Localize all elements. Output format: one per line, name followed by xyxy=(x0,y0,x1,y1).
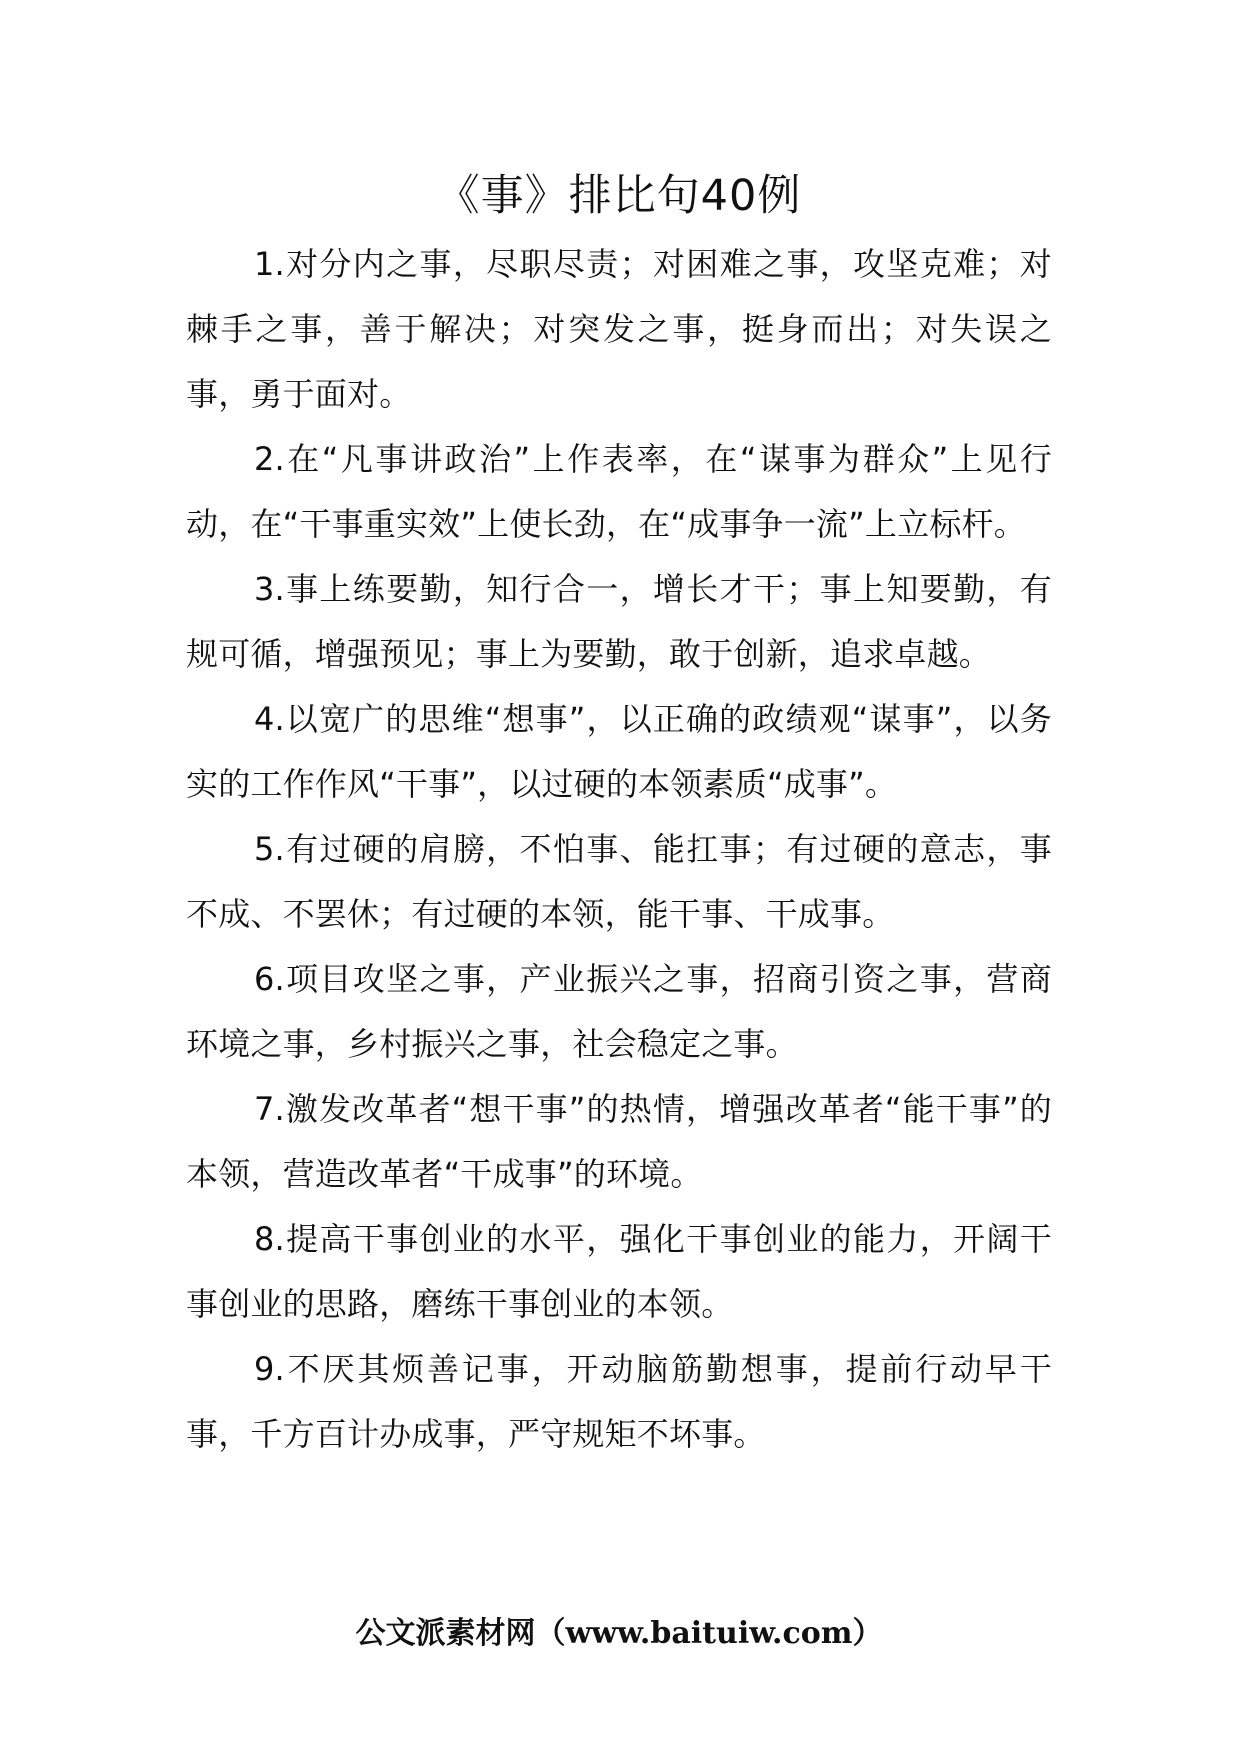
paragraph-3: 3.事上练要勤，知行合一，增长才干；事上知要勤，有规可循，增强预见；事上为要勤，敢于创新，追求卓越。 xyxy=(186,570,1052,673)
paragraph-2: 2.在“凡事讲政治”上作表率，在“谋事为群众”上见行动，在“干事重实效”上使长劲，在“成事争一流”上立标杆。 xyxy=(186,440,1052,543)
paragraph-1: 1.对分内之事，尽职尽责；对困难之事，攻坚克难；对棘手之事，善于解决；对突发之事，挺身而出；对失误之事，勇于面对。 xyxy=(186,245,1052,413)
paragraph-6: 6.项目攻坚之事，产业振兴之事，招商引资之事，营商环境之事，乡村振兴之事，社会稳定之事。 xyxy=(186,960,1052,1063)
paragraph-7: 7.激发改革者“想干事”的热情，增强改革者“能干事”的本领，营造改革者“干成事”的环境。 xyxy=(186,1090,1052,1193)
paragraph-4: 4.以宽广的思维“想事”，以正确的政绩观“谋事”，以务实的工作作风“干事”，以过硬的本领素质“成事”。 xyxy=(186,700,1052,803)
paragraph-8: 8.提高干事创业的水平，强化干事创业的能力，开阔干事创业的思路，磨练干事创业的本领。 xyxy=(186,1220,1052,1323)
document-title: 《事》排比句40例 xyxy=(436,171,802,221)
document-page xyxy=(186,0,1052,1754)
paragraph-5: 5.有过硬的肩膀，不怕事、能扛事；有过硬的意志，事不成、不罢休；有过硬的本领，能干事、干成事。 xyxy=(186,830,1052,933)
paragraph-9: 9.不厌其烦善记事，开动脑筋勤想事，提前行动早干事，千方百计办成事，严守规矩不坏事。 xyxy=(186,1350,1052,1453)
source-footer: 公文派素材网（www.baituiw.com） xyxy=(355,1616,883,1651)
document-body xyxy=(186,232,1052,1467)
